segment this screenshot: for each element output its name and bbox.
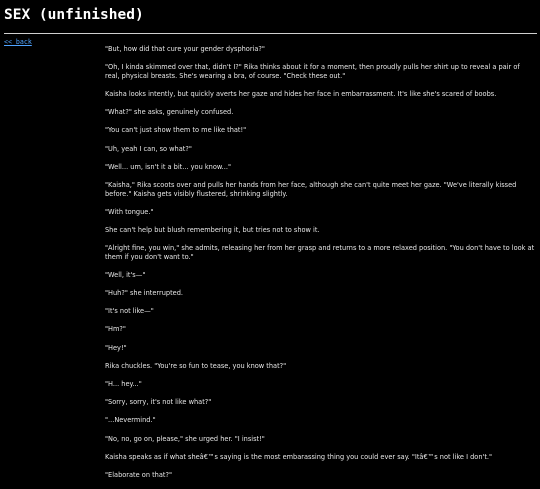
story-paragraph: "Alright fine, you win," she admits, releasing her from her grasp and returns to a more relaxed position. "You don't have to look at them if you don't want to.": [105, 244, 535, 261]
story-paragraph: "Uh, yeah I can, so what?": [105, 144, 192, 153]
story-paragraph: "No, no, go on, please," she urged her. "I insist!": [105, 434, 265, 443]
story-paragraph: "Hm?": [105, 325, 126, 334]
back-link[interactable]: << back: [4, 38, 32, 46]
story-paragraph: "Well... um, isn't it a bit... you know...": [105, 162, 231, 171]
story-paragraph: "It's not like—": [105, 307, 154, 316]
story-paragraph: Rika chuckles. "You're so fun to tease, you know that?": [105, 361, 287, 370]
story-paragraph: She can't help but blush remembering it, but tries not to show it.: [105, 225, 320, 234]
story-paragraph: "Huh?" she interrupted.: [105, 289, 183, 298]
story-paragraph: "...Nevermind.": [105, 416, 156, 425]
story-paragraph: Kaisha looks intently, but quickly averts her gaze and hides her face in embarrassment. It's like she's scared of boobs.: [105, 89, 497, 98]
story-paragraph: "Kaisha," Rika scoots over and pulls her hands from her face, although she can't quite meet her gaze. "We've literally kissed before." Kaisha gets visibly flustered, shrinking slightly.: [105, 180, 517, 198]
story-paragraph: "What?" she asks, genuinely confused.: [105, 108, 234, 117]
story-paragraph: "Elaborate on that?": [105, 470, 173, 479]
story-paragraph: "H... hey...": [105, 379, 142, 388]
story-paragraph: "But, how did that cure your gender dysphoria?": [105, 45, 265, 53]
story-paragraph: "Oh, I kinda skimmed over that, didn't I?" Rika thinks about it for a moment, then proudly pulls her shirt up to reveal a pair of real, physical breasts. She's wearing a bra, of course. "Check these out.": [105, 63, 520, 80]
page-title: SEX (unfinished): [4, 7, 144, 23]
story-body: [105, 45, 535, 489]
title-divider: [4, 33, 537, 34]
story-paragraph: "With tongue.": [105, 207, 154, 216]
story-paragraph: "You can't just show them to me like that!": [105, 126, 247, 135]
story-paragraph: Kaisha speaks as if what sheâ€™s saying is the most embarassing thing you could ever say. "Itâ€™s not like I don't.": [105, 452, 493, 461]
story-paragraph: "Hey!": [105, 343, 127, 352]
story-paragraph: "Well, it's—": [105, 270, 146, 279]
story-paragraph: "Sorry, sorry, it's not like what?": [105, 398, 212, 407]
